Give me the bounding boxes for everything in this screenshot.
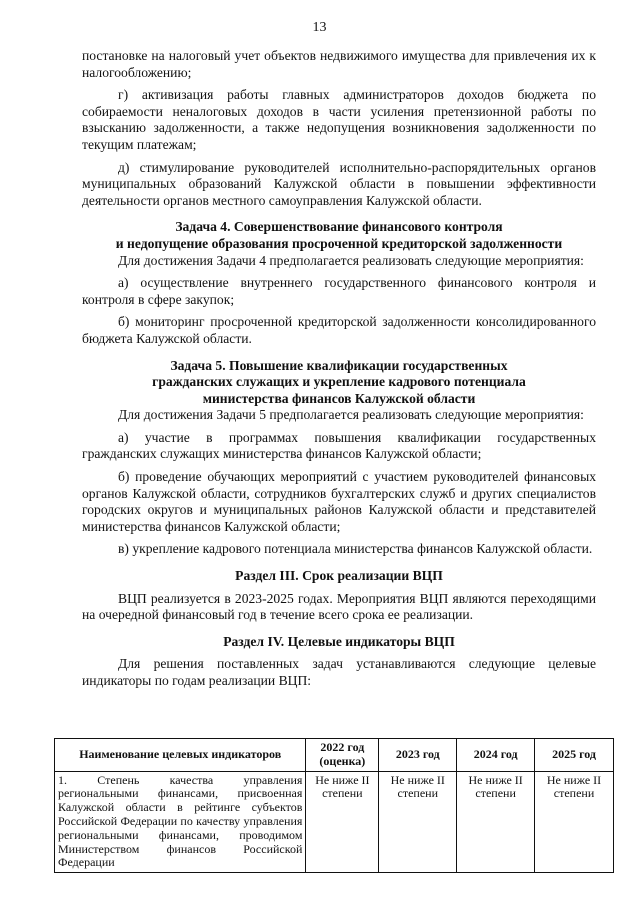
task5-item-a: а) участие в программах повышения квалификации государственных гражданских служащих министерства финансов Калужской области; — [82, 429, 596, 462]
task4-item-b: б) мониторинг просроченной кредиторской задолженности консолидированного бюджета Калужской области. — [82, 314, 596, 346]
task5-heading-line: Задача 5. Повышение квалификации государственных — [170, 357, 508, 373]
task5-intro: Для достижения Задачи 5 предполагается реализовать следующие мероприятия: — [118, 407, 584, 423]
header-year-2025: 2025 год — [535, 739, 614, 772]
value-cell-2024: Не ниже II степени — [457, 771, 535, 873]
task4-intro: Для достижения Задачи 4 предполагается реализовать следующие мероприятия: — [118, 252, 584, 268]
page-number: 13 — [312, 20, 327, 35]
task4-item-a: а) осуществление внутреннего государственного финансового контроля и контроля в сфере закупок; — [82, 275, 596, 307]
value-cell-2022: Не ниже II степени — [306, 771, 379, 873]
header-indicator-name: Наименование целевых индикаторов — [55, 739, 306, 772]
paragraph-item-d: д) стимулирование руководителей исполнительно-распорядительных органов муниципальных образований Калужской области в повышении эффективности деятельности органов местного самоуправления Калужской области. — [82, 159, 596, 208]
header-year-2022: 2022 год (оценка) — [306, 739, 379, 772]
page-content — [82, 48, 596, 690]
indicators-table — [54, 738, 614, 873]
header-year-2024: 2024 год — [457, 739, 535, 772]
value-cell-2025: Не ниже II степени — [535, 771, 614, 873]
section3-heading: Раздел III. Срок реализации ВЦП — [235, 568, 443, 584]
task4-heading-line: и недопущение образования просроченной кредиторской задолженности — [115, 235, 563, 251]
section3-text: ВЦП реализуется в 2023-2025 годах. Мероприятия ВЦП являются переходящими на очередной финансовый год в течение всего срока ее реализации. — [82, 590, 596, 623]
task5-heading-line: министерства финансов Калужской области — [202, 390, 476, 406]
value-cell-2023: Не ниже II степени — [379, 771, 457, 873]
task4-heading-line: Задача 4. Совершенствование финансового контроля — [175, 219, 503, 235]
table-row — [55, 771, 614, 873]
task5-item-b: б) проведение обучающих мероприятий с участием руководителей финансовых органов Калужской области, сотрудников бухгалтерских служб и других специалистов городских округов и муниципальных районов Калужской области и представителей министерства финансов Калужской области; — [82, 469, 596, 534]
section4-heading: Раздел IV. Целевые индикаторы ВЦП — [223, 633, 455, 649]
task5-heading-line: гражданских служащих и укрепление кадрового потенциала — [152, 374, 526, 390]
header-year-2023: 2023 год — [379, 739, 457, 772]
table-header-row — [55, 739, 614, 772]
task5-item-v: в) укрепление кадрового потенциала министерства финансов Калужской области. — [118, 541, 593, 557]
task5-heading — [82, 358, 596, 408]
paragraph-item-g: г) активизация работы главных администраторов доходов бюджета по собираемости неналоговых доходов в части усиления претензионной работы по взысканию задолженности, а также недопущения возникновения задолженности по текущим платежам; — [82, 87, 596, 152]
task4-heading — [82, 219, 596, 252]
section4-text: Для решения поставленных задач устанавливаются следующие целевые индикаторы по годам реализации ВЦП: — [82, 656, 596, 688]
paragraph-continuation: постановке на налоговый учет объектов недвижимого имущества для привлечения их к налогообложению; — [82, 48, 596, 80]
indicator-name-cell: 1. Степень качества управления региональными финансами, присвоенная Калужской области в рейтинге субъектов Российской Федерации по качеству управления региональными финансами, проводимом Министерством финансов Российской Федерации — [55, 771, 306, 873]
